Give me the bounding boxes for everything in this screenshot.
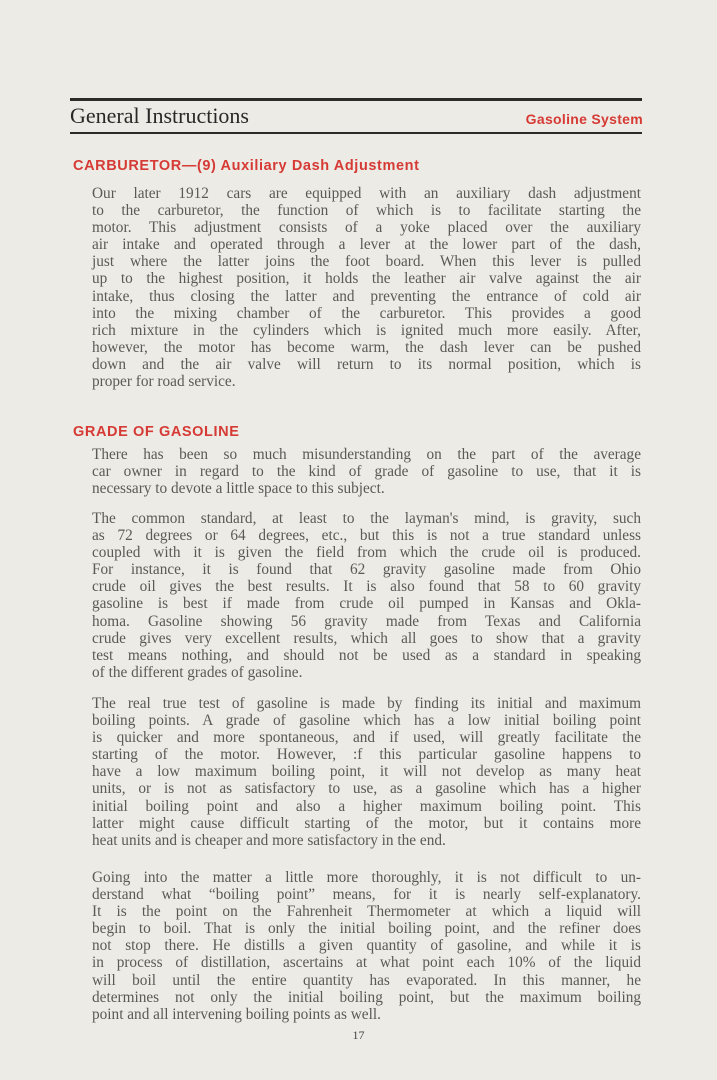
text-line: to the carburetor, the function of which is to facilitate starting the: [92, 202, 641, 220]
text-line: however, the motor has become warm, the dash lever can be pushed: [92, 338, 641, 356]
text-line: proper for road service.: [92, 373, 236, 391]
text-line: crude oil gives the best results. It is also found that 58 to 60 gravity: [92, 578, 641, 596]
text-line: as 72 degrees or 64 degrees, etc., but this is not a true standard unless: [92, 527, 641, 545]
text-line: intake, thus closing the latter and preventing the entrance of cold air: [92, 287, 641, 305]
text-line: air intake and operated through a lever at the lower part of the dash,: [92, 236, 641, 254]
text-line: just where the latter joins the foot board. When this lever is pulled: [92, 253, 641, 271]
text-line: in process of distillation, ascertains at what point each 10% of the liquid: [92, 954, 641, 972]
text-line: rich mixture in the cylinders which is ignited much more easily. After,: [92, 321, 641, 339]
text-line: initial boiling point and also a higher maximum boiling point. This: [92, 797, 641, 815]
text-line: will boil until the entire quantity has evaporated. In this manner, he: [92, 971, 641, 989]
text-line: gasoline is best if made from crude oil pumped in Kansas and Okla-: [92, 595, 641, 613]
text-line: Our later 1912 cars are equipped with an auxiliary dash adjustment: [92, 185, 641, 202]
paragraph: [92, 510, 641, 681]
text-line: There has been so much misunderstanding on the part of the average: [92, 446, 641, 463]
text-line: derstand what “boiling point” means, for it is nearly self-explanatory.: [92, 886, 641, 904]
text-line: down and the air valve will return to its normal position, which is: [92, 355, 641, 373]
section-heading-carburetor: CARBURETOR—(9) Auxiliary Dash Adjustment: [73, 158, 420, 174]
text-line: The common standard, at least to the layman's mind, is gravity, such: [92, 510, 641, 527]
text-line: latter might cause difficult starting of the motor, but it contains more: [92, 814, 641, 832]
text-line: heat units and is cheaper and more satisfactory in the end.: [92, 831, 446, 849]
text-line: It is the point on the Fahrenheit Thermometer at which a liquid will: [92, 903, 641, 921]
running-header-section: Gasoline System: [525, 111, 643, 127]
text-line: homa. Gasoline showing 56 gravity made from Texas and California: [92, 612, 641, 630]
text-line: up to the highest position, it holds the leather air valve against the air: [92, 270, 641, 288]
header-bottom-rule: [70, 132, 642, 134]
text-line: motor. This adjustment consists of a yoke placed over the auxiliary: [92, 219, 641, 237]
paragraph: [92, 869, 641, 1023]
header-top-rule: [70, 98, 642, 101]
text-line: Going into the matter a little more thoroughly, it is not difficult to un-: [92, 869, 641, 886]
text-line: point and all intervening boiling points as well.: [92, 1005, 381, 1023]
text-line: test means nothing, and should not be used as a standard in speaking: [92, 646, 641, 664]
text-line: crude gives very excellent results, which all goes to show that a gravity: [92, 629, 641, 647]
text-line: is quicker and more spontaneous, and if used, will greatly facilitate the: [92, 729, 641, 747]
text-line: car owner in regard to the kind of grade of gasoline to use, that it is: [92, 463, 641, 481]
text-line: of the different grades of gasoline.: [92, 663, 303, 681]
running-header-title: General Instructions: [70, 103, 249, 128]
text-line: necessary to devote a little space to this subject.: [92, 480, 385, 498]
text-line: units, or is not as satisfactory to use, as a gasoline which has a higher: [92, 780, 641, 798]
text-line: begin to boil. That is only the initial boiling point, and the refiner does: [92, 920, 641, 938]
text-line: starting of the motor. However, :f this particular gasoline happens to: [92, 746, 641, 764]
text-line: The real true test of gasoline is made by finding its initial and maximum: [92, 695, 641, 712]
text-line: not stop there. He distills a given quantity of gasoline, and while it is: [92, 937, 641, 955]
text-line: have a low maximum boiling point, it will not develop as many heat: [92, 763, 641, 781]
text-line: For instance, it is found that 62 gravity gasoline made from Ohio: [92, 561, 641, 579]
text-line: determines not only the initial boiling point, but the maximum boiling: [92, 988, 641, 1006]
text-line: into the mixing chamber of the carburetor. This provides a good: [92, 304, 641, 322]
text-line: coupled with it is given the field from which the crude oil is produced.: [92, 544, 641, 562]
paragraph: [92, 695, 641, 849]
section-heading-grade-of-gasoline: GRADE OF GASOLINE: [73, 424, 240, 440]
paragraph: [92, 185, 641, 390]
text-line: boiling points. A grade of gasoline which has a low initial boiling point: [92, 712, 641, 730]
page-number: 17: [352, 1028, 365, 1042]
paragraph: [92, 446, 641, 497]
